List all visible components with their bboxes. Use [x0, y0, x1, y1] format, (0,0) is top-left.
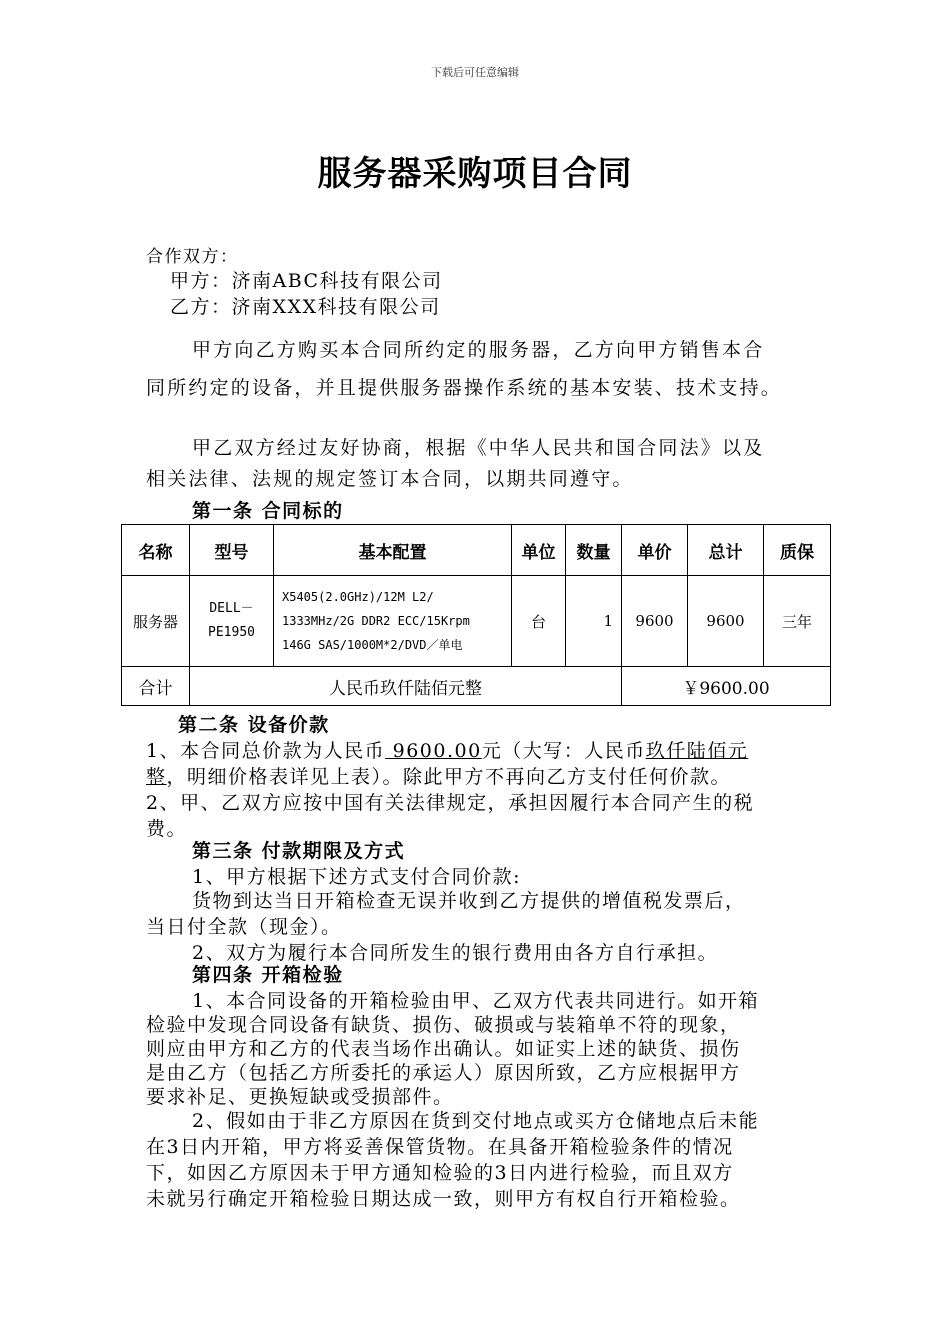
article3-line1: 1、甲方根据下述方式支付合同价款:	[192, 866, 521, 888]
article4-line4: 是由乙方（包括乙方所委托的承运人）原因所致，乙方应根据甲方	[146, 1062, 741, 1084]
article2-line2-rest: ，明细价格表详见上表）。除此甲方不再向乙方支付任何价款。	[166, 766, 732, 788]
party-b: 乙方：济南XXX科技有限公司	[170, 296, 441, 318]
article3-line2: 货物到达当日开箱检查无误并收到乙方提供的增值税发票后，	[192, 890, 746, 912]
table-total-row	[122, 667, 831, 706]
amount-words-part1: 玖仟陆佰元	[645, 740, 749, 762]
contract-amount: 9600.00	[385, 740, 482, 762]
header-quantity: 数量	[566, 525, 622, 576]
config-line2: 1333MHz/2G DDR2 ECC/15Krpm	[282, 614, 470, 628]
article4-line9: 未就另行确定开箱检验日期达成一致，则甲方有权自行开箱检验。	[146, 1188, 741, 1210]
total-amount-words: 人民币玖仟陆佰元整	[190, 667, 622, 706]
intro-p1-line1: 甲方向乙方购买本合同所约定的服务器，乙方向甲方销售本合	[192, 339, 765, 361]
parties-label: 合作双方：	[146, 247, 239, 267]
party-a: 甲方：济南ABC科技有限公司	[170, 270, 443, 292]
article4-line2: 检验中发现合同设备有缺货、损伤、破损或与装箱单不符的现象，	[146, 1014, 741, 1036]
intro-p2-line2: 相关法律、法规的规定签订本合同，以期共同遵守。	[146, 468, 634, 490]
header-total: 总计	[688, 525, 764, 576]
cell-unit-price: 9600	[622, 576, 688, 667]
model-line1: DELL－	[209, 601, 254, 616]
header-warranty: 质保	[764, 525, 831, 576]
article4-line1: 1、本合同设备的开箱检验由甲、乙双方代表共同进行。如开箱	[192, 990, 760, 1012]
article2-line4: 费。	[146, 818, 188, 840]
article3-heading: 第三条 付款期限及方式	[192, 840, 406, 862]
header-model: 型号	[190, 525, 274, 576]
article4-line5: 要求补足、更换短缺或受损部件。	[146, 1086, 454, 1108]
article4-line6: 2、假如由于非乙方原因在货到交付地点或买方仓储地点后未能	[192, 1110, 760, 1132]
cell-name: 服务器	[122, 576, 190, 667]
article2-line1-b: 元（大写：人民币	[481, 740, 646, 762]
config-line1: X5405(2.0GHz)/12M L2/	[282, 590, 434, 604]
cell-warranty: 三年	[764, 576, 831, 667]
total-amount-figures: ￥9600.00	[622, 667, 831, 706]
article4-line8: 下，如因乙方原因未于甲方通知检验的3日内进行检验，而且双方	[146, 1162, 734, 1184]
article3-line3: 当日付全款（现金）。	[146, 916, 342, 938]
article1-heading: 第一条 合同标的	[192, 500, 344, 522]
cell-quantity: 1	[566, 576, 622, 667]
article3-line4: 2、双方为履行本合同所发生的银行费用由各方自行承担。	[192, 942, 719, 964]
header-note: 下载后可任意编辑	[431, 66, 519, 79]
header-config: 基本配置	[274, 525, 512, 576]
document-title: 服务器采购项目合同	[317, 154, 633, 194]
intro-p1-line2: 同所约定的设备，并且提供服务器操作系统的基本安装、技术支持。	[146, 377, 783, 399]
cell-unit: 台	[512, 576, 566, 667]
article2-line3: 2、甲、乙双方应按中国有关法律规定，承担因履行本合同产生的税	[146, 792, 755, 814]
article2-line1	[146, 736, 748, 763]
model-line2: PE1950	[208, 625, 255, 640]
article2-line1-a: 1、本合同总价款为人民币	[146, 740, 386, 762]
amount-words-part2: 整	[146, 766, 167, 788]
header-name: 名称	[122, 525, 190, 576]
table-header-row	[122, 525, 831, 576]
contract-items-table	[121, 524, 831, 706]
intro-p2-line1: 甲乙双方经过友好协商，根据《中华人民共和国合同法》以及	[192, 437, 765, 459]
article2-line2	[146, 762, 731, 789]
article4-line7: 在3日内开箱，甲方将妥善保管货物。在具备开箱检验条件的情况	[146, 1136, 734, 1158]
cell-total: 9600	[688, 576, 764, 667]
article4-line3: 则应由甲方和乙方的代表当场作出确认。如证实上述的缺货、损伤	[146, 1038, 741, 1060]
article4-heading: 第四条 开箱检验	[192, 964, 344, 986]
article2-heading: 第二条 设备价款	[178, 714, 330, 736]
header-unit-price: 单价	[622, 525, 688, 576]
cell-config	[274, 576, 512, 667]
table-row	[122, 576, 831, 667]
header-unit: 单位	[512, 525, 566, 576]
total-label: 合计	[122, 667, 190, 706]
config-line3: 146G SAS/1000M*2/DVD／单电	[282, 638, 463, 652]
cell-model	[190, 576, 274, 667]
